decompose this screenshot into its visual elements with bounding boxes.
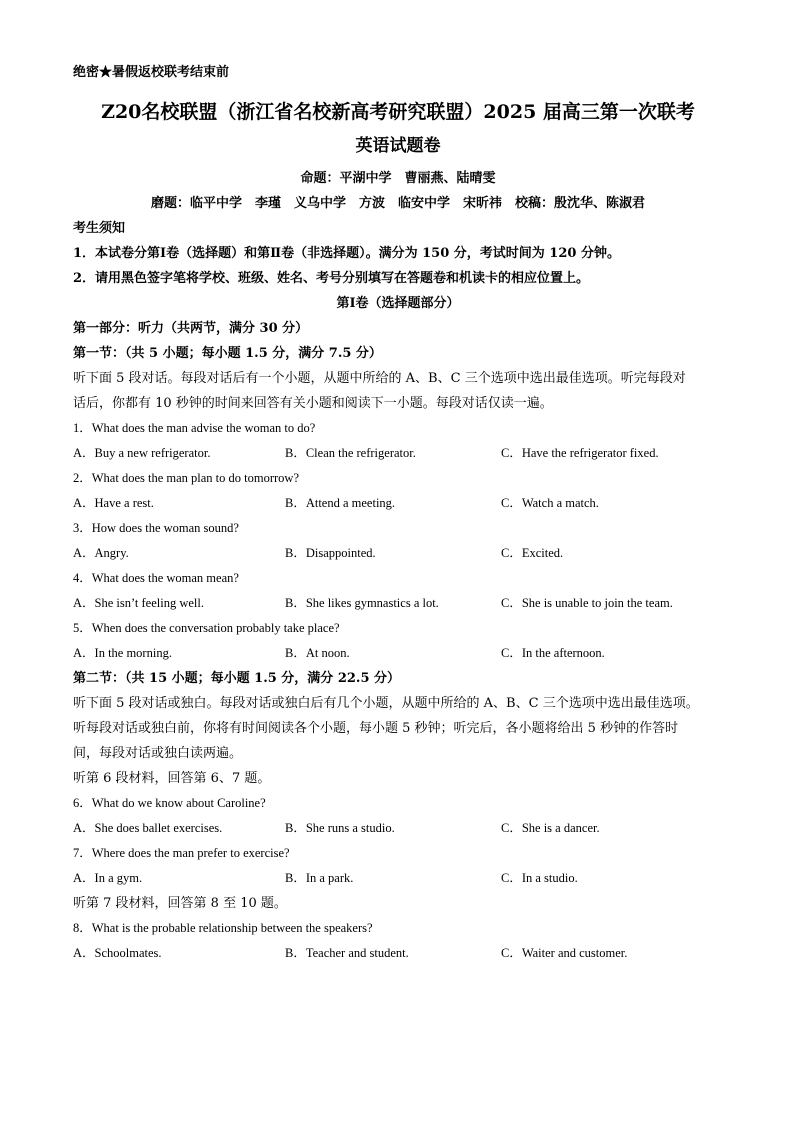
exam-page	[73, 62, 723, 966]
question-stem: 7．Where does the man prefer to exercise?	[73, 846, 290, 860]
option-a: A．She isn’t feeling well.	[73, 596, 204, 610]
option-a: A．Buy a new refrigerator.	[73, 446, 211, 460]
material-6-heading: 听第 6 段材料，回答第 6、7 题。	[73, 771, 271, 786]
option-c: C．Excited.	[501, 546, 564, 560]
question-stem: 1．What does the man advise the woman to do?	[73, 421, 316, 435]
section1-instruction-line-2: 话后，你都有 10 秒钟的时间来回答有关小题和阅读下一小题。每段对话仅读一遍。	[73, 396, 553, 411]
option-c: C．She is a dancer.	[501, 821, 600, 835]
option-a: A．Angry.	[73, 546, 129, 560]
option-c: C．Have the refrigerator fixed.	[501, 446, 659, 460]
option-c: C．In a studio.	[501, 871, 578, 885]
material-7-heading: 听第 7 段材料，回答第 8 至 10 题。	[73, 896, 287, 911]
option-b: B．Disappointed.	[285, 546, 376, 560]
option-b: B．In a park.	[285, 871, 354, 885]
option-a: A．She does ballet exercises.	[73, 821, 223, 835]
question-stem: 4．What does the woman mean?	[73, 571, 239, 585]
notice-item-1: 1．本试卷分第Ⅰ卷（选择题）和第Ⅱ卷（非选择题）。满分为 150 分，考试时间为 120 分钟。	[73, 246, 620, 261]
question-options	[73, 816, 723, 841]
option-b: B．Attend a meeting.	[285, 496, 396, 510]
option-b: B．At noon.	[285, 646, 350, 660]
option-a: A．Schoolmates.	[73, 946, 162, 960]
question-options	[73, 591, 723, 616]
section2-instruction-line-3: 间，每段对话或独白读两遍。	[73, 746, 243, 761]
exam-title: Z20名校联盟（浙江省名校新高考研究联盟）2025 届高三第一次联考	[101, 101, 695, 123]
volume-title: 第Ⅰ卷（选择题部分）	[336, 296, 460, 311]
option-b: B．She likes gymnastics a lot.	[285, 596, 439, 610]
notice-heading: 考生须知	[73, 221, 126, 236]
question-options	[73, 941, 723, 966]
top-secret-label: 绝密★暑假返校联考结束前	[73, 65, 230, 80]
option-b: B．She runs a studio.	[285, 821, 395, 835]
notice-item-2: 2．请用黑色签字笔将学校、班级、姓名、考号分别填写在答题卷和机读卡的相应位置上。	[73, 271, 590, 286]
option-a: A．Have a rest.	[73, 496, 154, 510]
question-stem: 5．When does the conversation probably take place?	[73, 621, 340, 635]
credit-line-2: 磨题：临平中学 李瑾 义乌中学 方波 临安中学 宋昕祎 校稿：殷沈华、陈淑君	[150, 196, 645, 211]
question-options	[73, 641, 723, 666]
option-b: B．Clean the refrigerator.	[285, 446, 416, 460]
option-c: C．Watch a match.	[501, 496, 599, 510]
credit-line-1: 命题：平湖中学 曹丽燕、陆晴雯	[300, 171, 496, 186]
option-b: B．Teacher and student.	[285, 946, 409, 960]
question-options	[73, 866, 723, 891]
question-stem: 3．How does the woman sound?	[73, 521, 239, 535]
part1-title: 第一部分：听力（共两节，满分 30 分）	[73, 321, 309, 336]
section1-title: 第一节：（共 5 小题；每小题 1.5 分，满分 7.5 分）	[73, 346, 382, 361]
option-a: A．In the morning.	[73, 646, 172, 660]
section2-instruction-line-2: 听每段对话或独白前，你将有时间阅读各个小题，每小题 5 秒钟；听完后，各小题将给出 5 秒钟的作答时	[73, 721, 679, 736]
section1-instruction-line-1: 听下面 5 段对话。每段对话后有一个小题，从题中所给的 A、B、C 三个选项中选出最佳选项。听完每段对	[73, 371, 686, 386]
exam-subject: 英语试题卷	[355, 136, 441, 156]
section2-title: 第二节：（共 15 小题；每小题 1.5 分，满分 22.5 分）	[73, 671, 401, 686]
question-stem: 6．What do we know about Caroline?	[73, 796, 266, 810]
question-options	[73, 441, 723, 466]
question-options	[73, 491, 723, 516]
option-c: C．Waiter and customer.	[501, 946, 628, 960]
question-stem: 8．What is the probable relationship between the speakers?	[73, 921, 373, 935]
option-a: A．In a gym.	[73, 871, 143, 885]
section2-instruction-line-1: 听下面 5 段对话或独白。每段对话或独白后有几个小题，从题中所给的 A、B、C 三个选项中选出最佳选项。	[73, 696, 699, 711]
option-c: C．She is unable to join the team.	[501, 596, 673, 610]
question-stem: 2．What does the man plan to do tomorrow?	[73, 471, 299, 485]
option-c: C．In the afternoon.	[501, 646, 605, 660]
question-options	[73, 541, 723, 566]
